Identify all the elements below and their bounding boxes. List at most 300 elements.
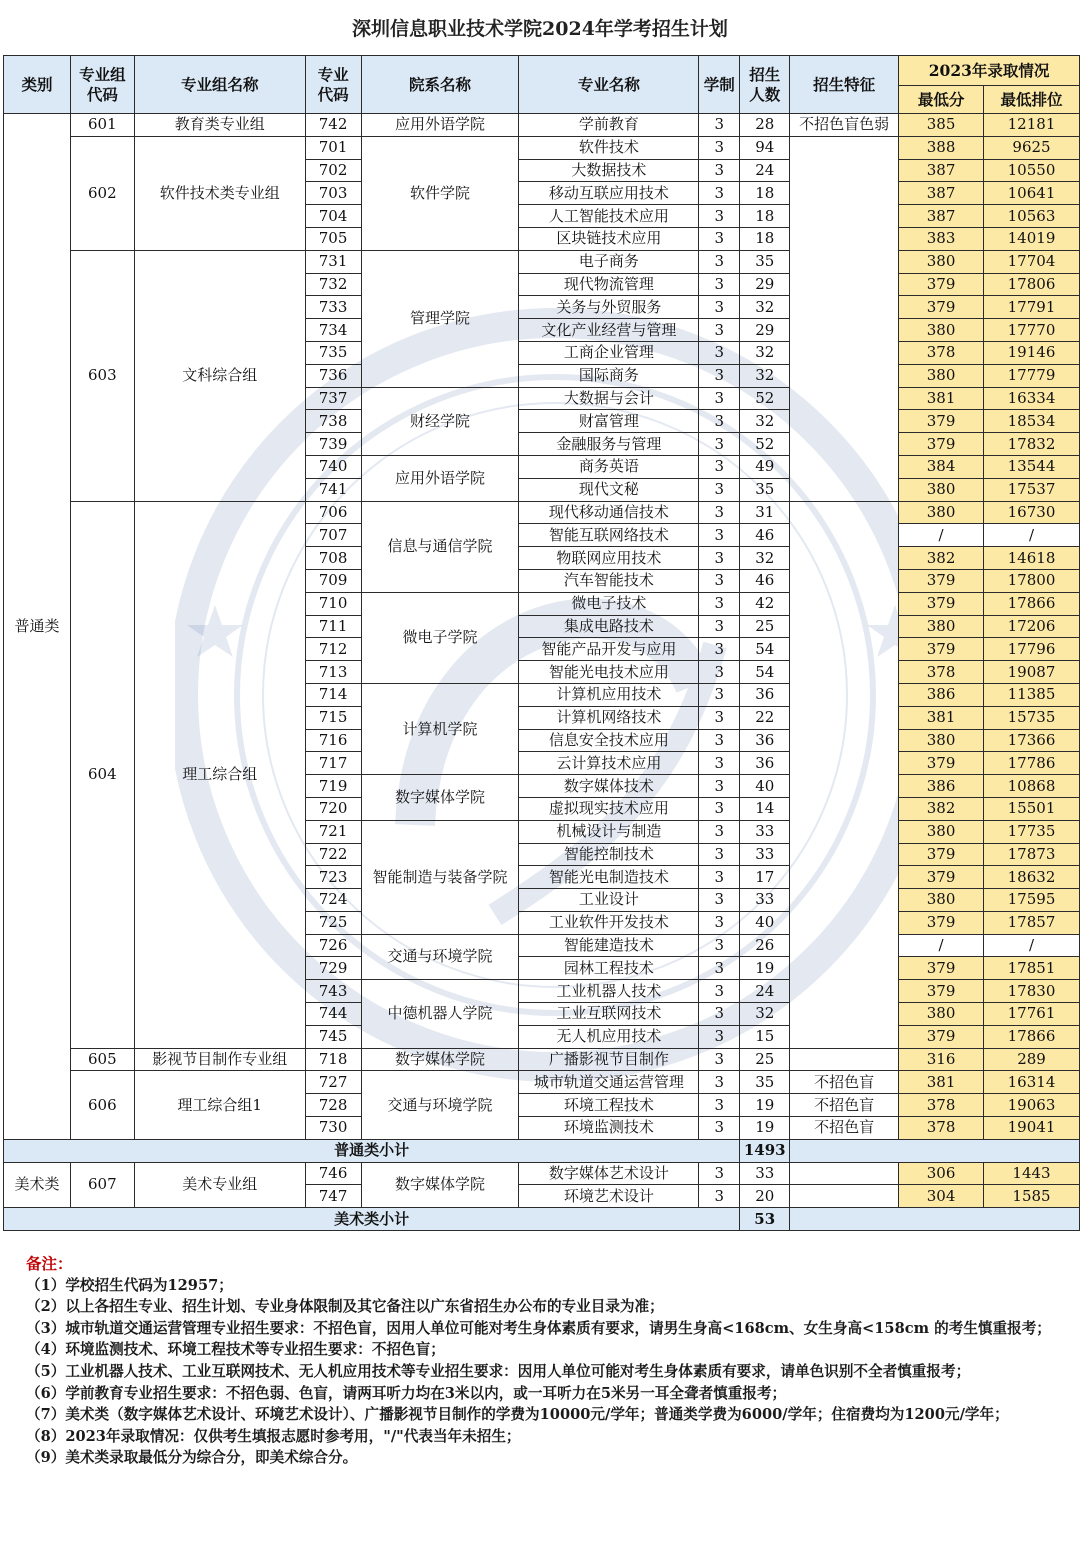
- college-name: 微电子学院: [361, 592, 519, 683]
- enroll-count: 17: [740, 866, 790, 889]
- enroll-count: 33: [740, 889, 790, 912]
- min-score: 387: [899, 205, 984, 228]
- min-rank: 10868: [984, 775, 1080, 798]
- major-name: 虚拟现实技术应用: [519, 797, 699, 820]
- enroll-count: 36: [740, 752, 790, 775]
- group-code: 605: [70, 1048, 134, 1071]
- feature: 不招色盲: [790, 1117, 899, 1140]
- min-score: 379: [899, 911, 984, 934]
- major-code: 737: [305, 387, 361, 410]
- duration: 3: [699, 159, 740, 182]
- group-code: 602: [70, 136, 134, 250]
- enroll-count: 94: [740, 136, 790, 159]
- min-rank: 19087: [984, 661, 1080, 684]
- duration: 3: [699, 1071, 740, 1094]
- enroll-count: 18: [740, 182, 790, 205]
- enroll-count: 32: [740, 1003, 790, 1026]
- major-name: 移动互联应用技术: [519, 182, 699, 205]
- duration: 3: [699, 592, 740, 615]
- subtotal-label: 美术类小计: [4, 1208, 740, 1231]
- min-score: 381: [899, 387, 984, 410]
- group-code: 606: [70, 1071, 134, 1139]
- min-score: 380: [899, 889, 984, 912]
- header-college: 院系名称: [361, 56, 519, 114]
- min-score: 379: [899, 592, 984, 615]
- feature: [790, 501, 899, 1048]
- min-rank: 17704: [984, 250, 1080, 273]
- min-rank: 17595: [984, 889, 1080, 912]
- subtotal-value: 53: [740, 1208, 790, 1231]
- header-duration: 学制: [699, 56, 740, 114]
- enroll-count: 35: [740, 250, 790, 273]
- enroll-count: 35: [740, 478, 790, 501]
- min-score: 385: [899, 114, 984, 137]
- college-name: 管理学院: [361, 250, 519, 387]
- note-item: （8）2023年录取情况：仅供考生填报志愿时参考用，"/"代表当年未招生；: [26, 1427, 521, 1445]
- min-rank: 17800: [984, 569, 1080, 592]
- min-rank: 17873: [984, 843, 1080, 866]
- major-code: 743: [305, 980, 361, 1003]
- header-major-name: 专业名称: [519, 56, 699, 114]
- min-score: 380: [899, 250, 984, 273]
- min-rank: 289: [984, 1048, 1080, 1071]
- min-score: 380: [899, 615, 984, 638]
- major-code: 723: [305, 866, 361, 889]
- min-rank: 16314: [984, 1071, 1080, 1094]
- major-name: 智能控制技术: [519, 843, 699, 866]
- group-code: 603: [70, 250, 134, 501]
- min-rank: 15735: [984, 706, 1080, 729]
- duration: 3: [699, 661, 740, 684]
- min-score: 379: [899, 957, 984, 980]
- duration: 3: [699, 455, 740, 478]
- major-code: 715: [305, 706, 361, 729]
- major-name: 工业设计: [519, 889, 699, 912]
- major-name: 云计算技术应用: [519, 752, 699, 775]
- major-name: 智能产品开发与应用: [519, 638, 699, 661]
- min-rank: 10563: [984, 205, 1080, 228]
- major-name: 现代移动通信技术: [519, 501, 699, 524]
- major-code: 731: [305, 250, 361, 273]
- duration: 3: [699, 114, 740, 137]
- enroll-count: 33: [740, 843, 790, 866]
- major-name: 城市轨道交通运营管理: [519, 1071, 699, 1094]
- major-code: 720: [305, 797, 361, 820]
- min-score: 306: [899, 1162, 984, 1185]
- major-code: 733: [305, 296, 361, 319]
- major-code: 714: [305, 683, 361, 706]
- enroll-count: 26: [740, 934, 790, 957]
- min-rank: 18534: [984, 410, 1080, 433]
- major-code: 709: [305, 569, 361, 592]
- min-score: 383: [899, 227, 984, 250]
- duration: 3: [699, 227, 740, 250]
- page-title: 深圳信息职业技术学院2024年学考招生计划: [352, 18, 728, 40]
- min-rank: 17735: [984, 820, 1080, 843]
- duration: 3: [699, 843, 740, 866]
- subtotal-row-meishu: [4, 1208, 1080, 1231]
- duration: 3: [699, 1117, 740, 1140]
- major-code: 732: [305, 273, 361, 296]
- min-score: 382: [899, 547, 984, 570]
- min-score: 387: [899, 182, 984, 205]
- major-name: 智能建造技术: [519, 934, 699, 957]
- major-name: 汽车智能技术: [519, 569, 699, 592]
- major-code: 747: [305, 1185, 361, 1208]
- min-rank: 1443: [984, 1162, 1080, 1185]
- major-name: 国际商务: [519, 364, 699, 387]
- enroll-count: 24: [740, 980, 790, 1003]
- min-score: 388: [899, 136, 984, 159]
- major-code: 721: [305, 820, 361, 843]
- major-name: 财富管理: [519, 410, 699, 433]
- min-rank: 17832: [984, 433, 1080, 456]
- min-rank: 17851: [984, 957, 1080, 980]
- group-name: 文科综合组: [134, 250, 305, 501]
- college-name: 软件学院: [361, 136, 519, 250]
- min-rank: 10641: [984, 182, 1080, 205]
- major-name: 数字媒体技术: [519, 775, 699, 798]
- min-rank: 19146: [984, 341, 1080, 364]
- enroll-count: 18: [740, 205, 790, 228]
- duration: 3: [699, 1185, 740, 1208]
- major-code: 742: [305, 114, 361, 137]
- duration: 3: [699, 957, 740, 980]
- header-min-score: 最低分: [899, 86, 984, 114]
- duration: 3: [699, 706, 740, 729]
- major-code: 701: [305, 136, 361, 159]
- enroll-count: 14: [740, 797, 790, 820]
- major-name: 电子商务: [519, 250, 699, 273]
- min-rank: 18632: [984, 866, 1080, 889]
- feature: 不招色盲色弱: [790, 114, 899, 137]
- note-item: （2）以上各招生专业、招生计划、专业身体限制及其它备注以广东省招生办公布的专业目录为准；: [26, 1298, 664, 1316]
- min-score: 387: [899, 159, 984, 182]
- table-row: [4, 1071, 1080, 1094]
- duration: 3: [699, 980, 740, 1003]
- major-code: 739: [305, 433, 361, 456]
- major-code: 724: [305, 889, 361, 912]
- min-score: 379: [899, 843, 984, 866]
- major-name: 软件技术: [519, 136, 699, 159]
- min-rank: 19063: [984, 1094, 1080, 1117]
- min-score: 379: [899, 752, 984, 775]
- header-group-name: 专业组名称: [134, 56, 305, 114]
- category-meishu: 美术类: [4, 1162, 71, 1208]
- min-score: 381: [899, 1071, 984, 1094]
- major-name: 智能互联网络技术: [519, 524, 699, 547]
- major-code: 736: [305, 364, 361, 387]
- major-name: 工业软件开发技术: [519, 911, 699, 934]
- min-score: 382: [899, 797, 984, 820]
- enroll-count: 15: [740, 1025, 790, 1048]
- major-code: 727: [305, 1071, 361, 1094]
- min-score: 379: [899, 638, 984, 661]
- min-score: 378: [899, 1117, 984, 1140]
- min-score: 379: [899, 980, 984, 1003]
- min-rank: 17830: [984, 980, 1080, 1003]
- enroll-count: 32: [740, 547, 790, 570]
- group-name: 美术专业组: [134, 1162, 305, 1208]
- note-item: （5）工业机器人技术、工业互联网技术、无人机应用技术等专业招生要求：因用人单位可能对考生身体素质有要求，请单色识别不全者慎重报考；: [26, 1362, 971, 1380]
- min-score: 378: [899, 1094, 984, 1117]
- header-min-rank: 最低排位: [984, 86, 1080, 114]
- min-score: 316: [899, 1048, 984, 1071]
- major-name: 环境监测技术: [519, 1117, 699, 1140]
- enrollment-plan-table: [3, 55, 1080, 1231]
- major-code: 719: [305, 775, 361, 798]
- duration: 3: [699, 797, 740, 820]
- min-rank: 17779: [984, 364, 1080, 387]
- header-2023: 2023年录取情况: [899, 56, 1080, 86]
- major-name: 物联网应用技术: [519, 547, 699, 570]
- subtotal-row-putong: [4, 1139, 1080, 1162]
- duration: 3: [699, 569, 740, 592]
- major-name: 工业机器人技术: [519, 980, 699, 1003]
- min-score: /: [899, 934, 984, 957]
- header-feature: 招生特征: [790, 56, 899, 114]
- major-code: 738: [305, 410, 361, 433]
- min-score: 380: [899, 729, 984, 752]
- notes-list: [26, 1275, 1066, 1469]
- enroll-count: 54: [740, 661, 790, 684]
- major-name: 商务英语: [519, 455, 699, 478]
- enroll-count: 19: [740, 957, 790, 980]
- min-rank: 17806: [984, 273, 1080, 296]
- min-score: 381: [899, 706, 984, 729]
- enroll-count: 32: [740, 410, 790, 433]
- major-code: 729: [305, 957, 361, 980]
- min-score: /: [899, 524, 984, 547]
- group-name: 理工综合组1: [134, 1071, 305, 1139]
- major-name: 环境艺术设计: [519, 1185, 699, 1208]
- min-score: 386: [899, 683, 984, 706]
- major-name: 工业互联网技术: [519, 1003, 699, 1026]
- enroll-count: 52: [740, 433, 790, 456]
- table-row: [4, 114, 1080, 137]
- major-code: 705: [305, 227, 361, 250]
- table-row: [4, 501, 1080, 524]
- enroll-count: 18: [740, 227, 790, 250]
- duration: 3: [699, 501, 740, 524]
- min-rank: 17857: [984, 911, 1080, 934]
- college-name: 交通与环境学院: [361, 934, 519, 980]
- enroll-count: 29: [740, 319, 790, 342]
- enroll-count: 32: [740, 296, 790, 319]
- major-code: 716: [305, 729, 361, 752]
- major-name: 计算机网络技术: [519, 706, 699, 729]
- duration: 3: [699, 296, 740, 319]
- min-rank: 16334: [984, 387, 1080, 410]
- major-name: 关务与外贸服务: [519, 296, 699, 319]
- min-score: 380: [899, 820, 984, 843]
- duration: 3: [699, 182, 740, 205]
- note-item: （4）环境监测技术、环境工程技术等专业招生要求：不招色盲；: [26, 1341, 445, 1359]
- duration: 3: [699, 752, 740, 775]
- duration: 3: [699, 866, 740, 889]
- min-rank: 17366: [984, 729, 1080, 752]
- table-row: [4, 1162, 1080, 1185]
- min-rank: /: [984, 934, 1080, 957]
- table-row: [4, 136, 1080, 159]
- header-category: 类别: [4, 56, 71, 114]
- enroll-count: 54: [740, 638, 790, 661]
- subtotal-blank: [790, 1208, 1080, 1231]
- group-name: 影视节目制作专业组: [134, 1048, 305, 1071]
- major-name: 智能光电制造技术: [519, 866, 699, 889]
- group-code: 607: [70, 1162, 134, 1208]
- major-name: 计算机应用技术: [519, 683, 699, 706]
- table-body: [4, 114, 1080, 1231]
- subtotal-label: 普通类小计: [4, 1139, 740, 1162]
- duration: 3: [699, 273, 740, 296]
- enroll-count: 20: [740, 1185, 790, 1208]
- major-code: 704: [305, 205, 361, 228]
- duration: 3: [699, 205, 740, 228]
- group-code: 601: [70, 114, 134, 137]
- duration: 3: [699, 1003, 740, 1026]
- min-rank: 17866: [984, 592, 1080, 615]
- major-name: 区块链技术应用: [519, 227, 699, 250]
- major-code: 712: [305, 638, 361, 661]
- header-group-code: 专业组 代码: [70, 56, 134, 114]
- duration: 3: [699, 615, 740, 638]
- duration: 3: [699, 889, 740, 912]
- min-score: 380: [899, 364, 984, 387]
- major-code: 707: [305, 524, 361, 547]
- college-name: 应用外语学院: [361, 114, 519, 137]
- college-name: 应用外语学院: [361, 455, 519, 501]
- table-row: [4, 1048, 1080, 1071]
- notes-section: [26, 1253, 1066, 1469]
- min-rank: 17791: [984, 296, 1080, 319]
- major-name: 工商企业管理: [519, 341, 699, 364]
- min-score: 380: [899, 1003, 984, 1026]
- enroll-count: 28: [740, 114, 790, 137]
- major-code: 740: [305, 455, 361, 478]
- major-code: 744: [305, 1003, 361, 1026]
- enroll-count: 49: [740, 455, 790, 478]
- major-name: 无人机应用技术: [519, 1025, 699, 1048]
- min-rank: 17206: [984, 615, 1080, 638]
- enroll-count: 24: [740, 159, 790, 182]
- min-rank: 12181: [984, 114, 1080, 137]
- major-code: 734: [305, 319, 361, 342]
- min-score: 384: [899, 455, 984, 478]
- college-name: 智能制造与装备学院: [361, 820, 519, 934]
- min-rank: 15501: [984, 797, 1080, 820]
- duration: 3: [699, 1162, 740, 1185]
- feature: [790, 1162, 899, 1185]
- min-score: 378: [899, 661, 984, 684]
- duration: 3: [699, 341, 740, 364]
- college-name: 信息与通信学院: [361, 501, 519, 592]
- duration: 3: [699, 136, 740, 159]
- min-score: 380: [899, 501, 984, 524]
- feature: [790, 1048, 899, 1071]
- college-name: 数字媒体学院: [361, 1162, 519, 1208]
- duration: 3: [699, 433, 740, 456]
- enroll-count: 19: [740, 1094, 790, 1117]
- enroll-count: 46: [740, 569, 790, 592]
- min-rank: 10550: [984, 159, 1080, 182]
- enroll-count: 32: [740, 364, 790, 387]
- college-name: 中德机器人学院: [361, 980, 519, 1048]
- duration: 3: [699, 683, 740, 706]
- major-name: 金融服务与管理: [519, 433, 699, 456]
- min-score: 379: [899, 273, 984, 296]
- enroll-count: 25: [740, 1048, 790, 1071]
- min-rank: /: [984, 524, 1080, 547]
- major-name: 智能光电技术应用: [519, 661, 699, 684]
- header-enroll: 招生 人数: [740, 56, 790, 114]
- major-code: 745: [305, 1025, 361, 1048]
- note-item: （9）美术类录取最低分为综合分，即美术综合分。: [26, 1449, 358, 1467]
- major-code: 718: [305, 1048, 361, 1071]
- duration: 3: [699, 524, 740, 547]
- feature: 不招色盲: [790, 1094, 899, 1117]
- min-score: 379: [899, 1025, 984, 1048]
- category-putong: 普通类: [4, 114, 71, 1140]
- major-code: 717: [305, 752, 361, 775]
- min-score: 379: [899, 410, 984, 433]
- major-code: 708: [305, 547, 361, 570]
- feature: [790, 1185, 899, 1208]
- note-item: （7）美术类（数字媒体艺术设计、环境艺术设计）、广播影视节目制作的学费为10000元/学年；普通类学费为6000/学年；住宿费均为1200元/学年；: [26, 1406, 1009, 1424]
- major-code: 730: [305, 1117, 361, 1140]
- min-rank: 19041: [984, 1117, 1080, 1140]
- duration: 3: [699, 1094, 740, 1117]
- major-code: 741: [305, 478, 361, 501]
- header-major-code: 专业 代码: [305, 56, 361, 114]
- enroll-count: 35: [740, 1071, 790, 1094]
- group-code: 604: [70, 501, 134, 1048]
- note-item: （1）学校招生代码为12957；: [26, 1276, 233, 1294]
- major-name: 集成电路技术: [519, 615, 699, 638]
- enroll-count: 25: [740, 615, 790, 638]
- min-rank: 9625: [984, 136, 1080, 159]
- duration: 3: [699, 638, 740, 661]
- enroll-count: 42: [740, 592, 790, 615]
- subtotal-blank: [790, 1139, 1080, 1162]
- min-score: 379: [899, 296, 984, 319]
- major-name: 现代文秘: [519, 478, 699, 501]
- min-score: 379: [899, 433, 984, 456]
- min-rank: 17770: [984, 319, 1080, 342]
- major-name: 学前教育: [519, 114, 699, 137]
- major-name: 现代物流管理: [519, 273, 699, 296]
- duration: 3: [699, 410, 740, 433]
- college-name: 计算机学院: [361, 683, 519, 774]
- min-score: 380: [899, 478, 984, 501]
- min-rank: 17786: [984, 752, 1080, 775]
- duration: 3: [699, 387, 740, 410]
- duration: 3: [699, 934, 740, 957]
- duration: 3: [699, 547, 740, 570]
- enroll-count: 31: [740, 501, 790, 524]
- duration: 3: [699, 775, 740, 798]
- min-rank: 17761: [984, 1003, 1080, 1026]
- major-code: 710: [305, 592, 361, 615]
- note-item: （3）城市轨道交通运营管理专业招生要求：不招色盲，因用人单位可能对考生身体素质有要求，请男生身高<168cm、女生身高<158cm 的考生慎重报考；: [26, 1319, 1051, 1337]
- enroll-count: 52: [740, 387, 790, 410]
- college-name: 数字媒体学院: [361, 775, 519, 821]
- duration: 3: [699, 364, 740, 387]
- enroll-count: 36: [740, 729, 790, 752]
- feature: [790, 136, 899, 501]
- major-code: 735: [305, 341, 361, 364]
- min-score: 304: [899, 1185, 984, 1208]
